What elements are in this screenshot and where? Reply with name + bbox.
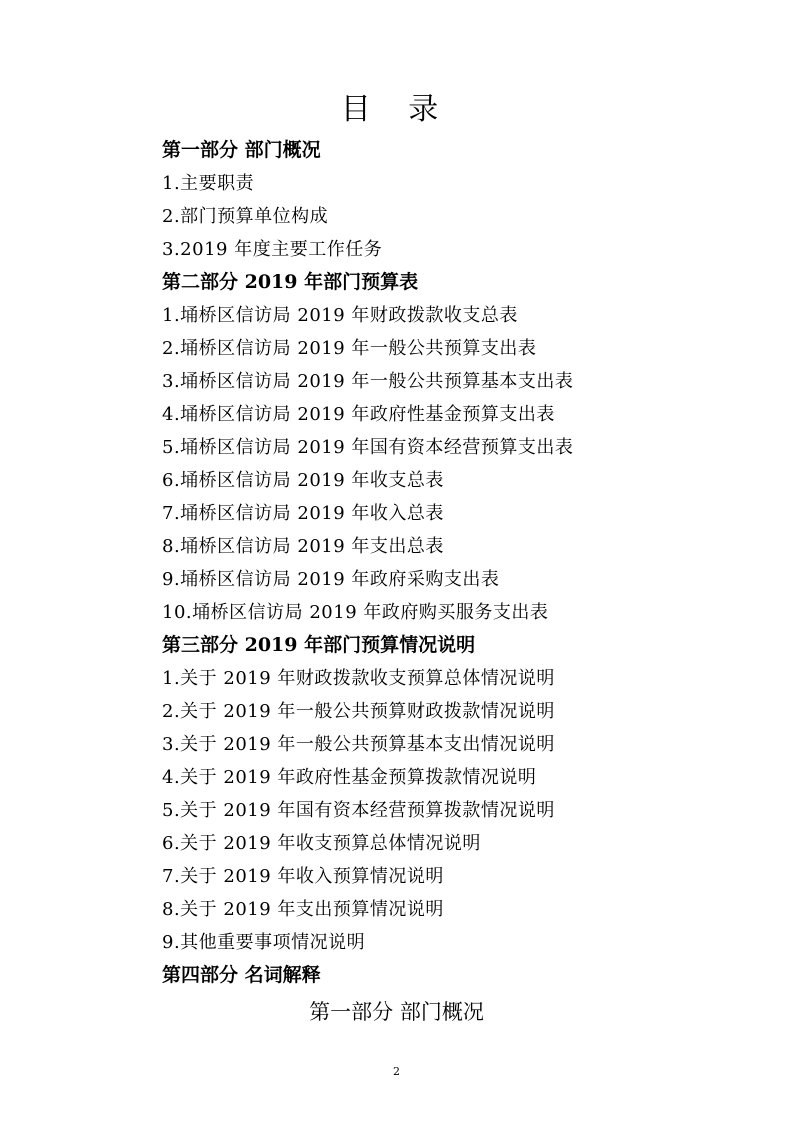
- toc-item: 4.埇桥区信访局 2019 年政府性基金预算支出表: [162, 404, 555, 425]
- toc-item: 6.关于 2019 年收支预算总体情况说明: [162, 833, 481, 854]
- toc-item: 1.埇桥区信访局 2019 年财政拨款收支总表: [162, 305, 518, 326]
- section-heading: 第二部分 2019 年部门预算表: [162, 271, 419, 293]
- toc-item: 8.埇桥区信访局 2019 年支出总表: [162, 536, 444, 557]
- toc-item: 9.其他重要事项情况说明: [162, 932, 366, 953]
- toc-list: [162, 167, 762, 266]
- toc-item: 3.埇桥区信访局 2019 年一般公共预算基本支出表: [162, 371, 574, 392]
- toc-title: 目 录: [340, 92, 453, 127]
- toc-item: 5.关于 2019 年国有资本经营预算拨款情况说明: [162, 800, 555, 821]
- section-heading: 第四部分 名词解释: [162, 964, 321, 986]
- toc-item: 10.埇桥区信访局 2019 年政府购买服务支出表: [162, 602, 549, 623]
- toc-item: 8.关于 2019 年支出预算情况说明: [162, 899, 444, 920]
- page-number: 2: [393, 1065, 400, 1078]
- toc-section-2: [162, 266, 762, 629]
- section-heading: 第一部分 部门概况: [162, 139, 321, 161]
- toc-item: 1.关于 2019 年财政拨款收支预算总体情况说明: [162, 668, 555, 689]
- toc-item: 4.关于 2019 年政府性基金预算拨款情况说明: [162, 767, 537, 788]
- toc-section-3: [162, 629, 762, 959]
- toc-item: 3.关于 2019 年一般公共预算基本支出情况说明: [162, 734, 555, 755]
- toc-item: 2.关于 2019 年一般公共预算财政拨款情况说明: [162, 701, 555, 722]
- toc-list: [162, 662, 762, 959]
- table-of-contents: [162, 134, 762, 992]
- toc-section-1: [162, 134, 762, 266]
- toc-list: [162, 299, 762, 629]
- toc-item: 7.埇桥区信访局 2019 年收入总表: [162, 503, 444, 524]
- section-heading: 第三部分 2019 年部门预算情况说明: [162, 634, 476, 656]
- toc-item: 9.埇桥区信访局 2019 年政府采购支出表: [162, 569, 500, 590]
- toc-item: 3.2019 年度主要工作任务: [162, 239, 383, 260]
- toc-item: 1.主要职责: [162, 173, 255, 194]
- next-section-heading: 第一部分 部门概况: [309, 1000, 484, 1024]
- toc-item: 6.埇桥区信访局 2019 年收支总表: [162, 470, 444, 491]
- toc-item: 2.部门预算单位构成: [162, 206, 329, 227]
- toc-item: 5.埇桥区信访局 2019 年国有资本经营预算支出表: [162, 437, 574, 458]
- toc-item: 7.关于 2019 年收入预算情况说明: [162, 866, 444, 887]
- toc-item: 2.埇桥区信访局 2019 年一般公共预算支出表: [162, 338, 537, 359]
- toc-section-4: [162, 959, 762, 992]
